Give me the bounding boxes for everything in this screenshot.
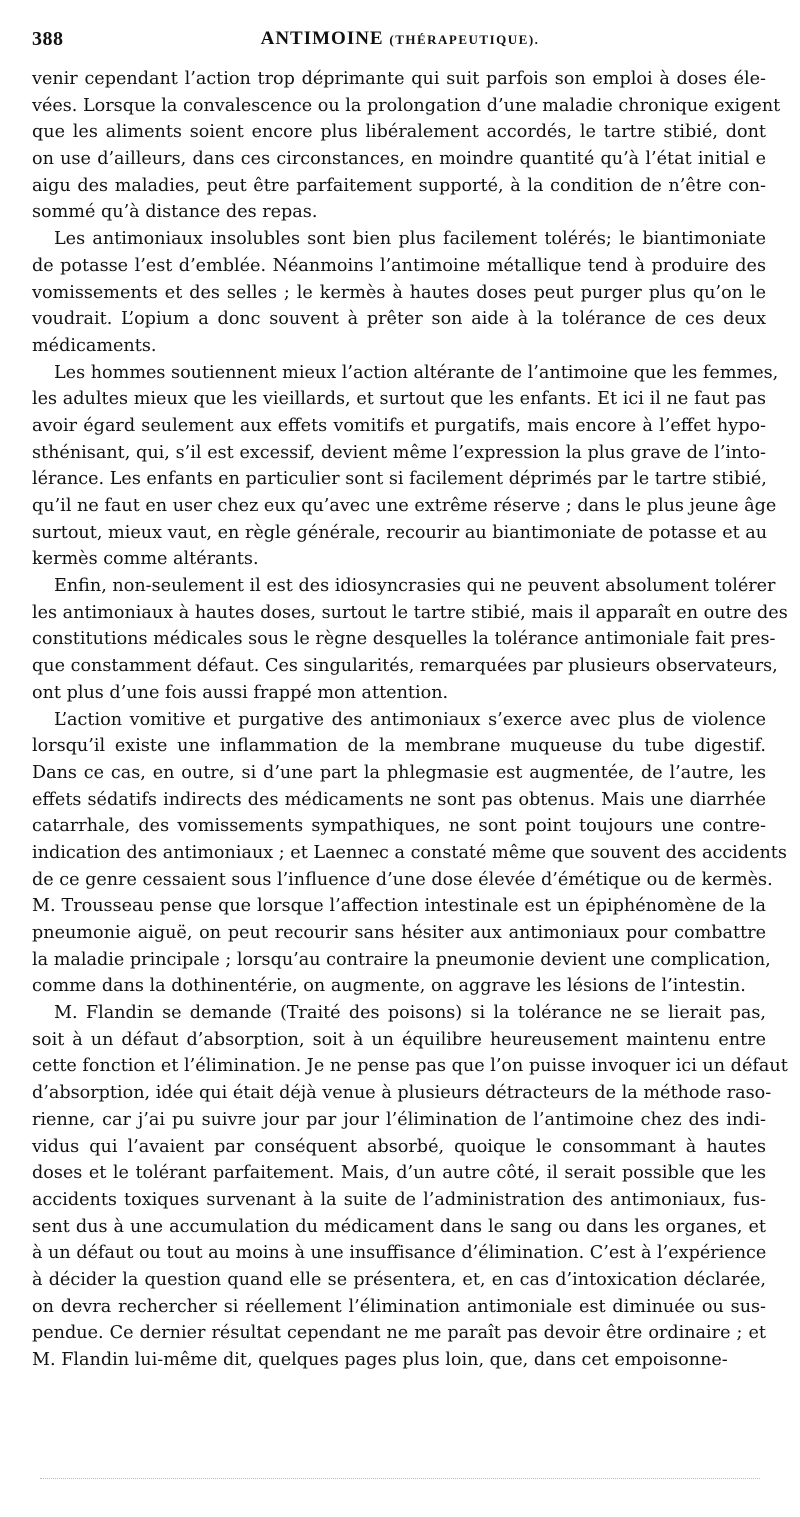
- text-line: M. Trousseau pense que lorsque l’affection intestinale est un épiphénomène de la: [32, 896, 766, 917]
- text-line: les adultes mieux que les vieillards, et surtout que les enfants. Et ici il ne faut pas: [32, 389, 766, 410]
- text-line: à décider la question quand elle se présentera, et, en cas d’intoxication déclarée,: [32, 1269, 766, 1290]
- text-line: surtout, mieux vaut, en règle générale, recourir au biantimoniate de potasse et au: [32, 522, 768, 543]
- text-line: indication des antimoniaux ; et Laennec a constaté même que souvent des accidents: [32, 842, 787, 863]
- text-line: Dans ce cas, en outre, si d’une part la phlegmasie est augmentée, de l’autre, les: [32, 762, 766, 783]
- text-line: la maladie principale ; lorsqu’au contraire la pneumonie devient une complication,: [32, 949, 771, 970]
- footer-rule: [40, 1478, 760, 1479]
- text-line: rienne, car j’ai pu suivre jour par jour l’élimination de l’antimoine chez des indi-: [32, 1109, 766, 1130]
- text-line: aigu des maladies, peut être parfaitement supporté, à la condition de n’être con-: [32, 175, 766, 196]
- paragraph: [32, 573, 788, 706]
- text-line: que constamment défaut. Ces singularités, remarquées par plusieurs observateurs,: [32, 656, 778, 677]
- text-line: de ce genre cessaient sous l’influence d’une dose élevée d’émétique ou de kermès.: [32, 869, 773, 890]
- text-line: ont plus d’une fois aussi frappé mon attention.: [32, 682, 449, 703]
- text-line: sent dus à une accumulation du médicament dans le sang ou dans les organes, et: [32, 1216, 766, 1237]
- text-line: doses et le tolérant parfaitement. Mais, d’un autre côté, il serait possible que les: [32, 1163, 766, 1184]
- body-text: [32, 66, 788, 1374]
- text-line: qu’il ne faut en user chez eux qu’avec une extrême réserve ; dans le plus jeune âge: [32, 496, 777, 516]
- text-line: constitutions médicales sous le règne desquelles la tolérance antimoniale fait pres-: [32, 629, 776, 650]
- running-head-title: ANTIMOINE: [260, 28, 384, 49]
- text-line: que les aliments soient encore plus libéralement accordés, le tartre stibié, dont: [32, 122, 766, 143]
- text-line: catarrhale, des vomissements sympathiques, ne sont point toujours une contre-: [32, 816, 766, 837]
- text-line: Les hommes soutiennent mieux l’action altérante de l’antimoine que les femmes,: [54, 362, 779, 383]
- text-line: avoir égard seulement aux effets vomitifs et purgatifs, mais encore à l’effet hypo-: [32, 415, 766, 436]
- text-line: accidents toxiques survenant à la suite de l’administration des antimoniaux, fus-: [32, 1189, 766, 1210]
- text-line: vidus qui l’avaient par conséquent absorbé, quoique le consommant à hautes: [32, 1136, 766, 1157]
- text-line: d’absorption, idée qui était déjà venue à plusieurs détracteurs de la méthode raso-: [32, 1083, 772, 1104]
- text-line: sthénisant, qui, s’il est excessif, devient même l’expression la plus grave de l’into-: [32, 442, 766, 463]
- paragraph: [32, 226, 766, 359]
- page-number: 388: [32, 28, 64, 50]
- paragraph: [32, 66, 781, 226]
- text-line: voudrait. L’opium a donc souvent à prêter son aide à la tolérance de ces deux: [32, 309, 766, 330]
- paragraph: [32, 1000, 788, 1374]
- text-line: sommé qu’à distance des repas.: [32, 202, 318, 223]
- text-line: venir cependant l’action trop déprimante qui suit parfois son emploi à doses éle-: [32, 69, 766, 89]
- text-line: lorsqu’il existe une inflammation de la membrane muqueuse du tube digestif.: [32, 736, 766, 757]
- text-line: M. Flandin se demande (Traité des poisons) si la tolérance ne se lierait pas,: [54, 1003, 766, 1024]
- page-header: [32, 28, 768, 58]
- text-line: Les antimoniaux insolubles sont bien plus facilement tolérés; le biantimoniate: [54, 229, 766, 250]
- text-line: de potasse l’est d’emblée. Néanmoins l’antimoine métallique tend à produire des: [32, 255, 766, 276]
- text-line: Enfin, non-seulement il est des idiosyncrasies qui ne peuvent absolument tolérer: [54, 576, 776, 597]
- running-head: [32, 28, 768, 50]
- text-line: effets sédatifs indirects des médicaments ne sont pas obtenus. Mais une diarrhée: [32, 789, 766, 810]
- paragraph: [32, 360, 779, 574]
- text-line: kermès comme altérants.: [32, 549, 259, 570]
- text-line: on devra rechercher si réellement l’élimination antimoniale est diminuée ou sus-: [32, 1296, 766, 1317]
- text-line: médicaments.: [32, 335, 157, 356]
- text-line: vées. Lorsque la convalescence ou la prolongation d’une maladie chronique exigent: [32, 95, 781, 116]
- running-head-subtitle: (THÉRAPEUTIQUE).: [389, 32, 540, 47]
- paragraph: [32, 707, 787, 1001]
- text-line: comme dans la dothinentérie, on augmente, on aggrave les lésions de l’intestin.: [32, 976, 746, 997]
- text-line: on use d’ailleurs, dans ces circonstances, en moindre quantité qu’à l’état initial e: [32, 149, 766, 170]
- text-line: soit à un défaut d’absorption, soit à un équilibre heureusement maintenu entre: [32, 1029, 766, 1050]
- text-line: pendue. Ce dernier résultat cependant ne me paraît pas devoir être ordinaire ; et: [32, 1323, 766, 1344]
- text-line: à un défaut ou tout au moins à une insuffisance d’élimination. C’est à l’expérience: [32, 1243, 767, 1264]
- text-line: M. Flandin lui-même dit, quelques pages plus loin, que, dans cet empoisonne-: [32, 1350, 728, 1370]
- text-line: les antimoniaux à hautes doses, surtout le tartre stibié, mais il apparaît en outre des: [32, 602, 788, 623]
- text-line: vomissements et des selles ; le kermès à hautes doses peut purger plus qu’on le: [32, 282, 766, 303]
- text-line: cette fonction et l’élimination. Je ne pense pas que l’on puisse invoquer ici un défaut: [32, 1056, 788, 1077]
- text-line: pneumonie aiguë, on peut recourir sans hésiter aux antimoniaux pour combattre: [32, 923, 766, 943]
- text-line: L’action vomitive et purgative des antimoniaux s’exerce avec plus de violence: [54, 709, 766, 730]
- text-line: lérance. Les enfants en particulier sont si facilement déprimés par le tartre stibié,: [32, 469, 767, 490]
